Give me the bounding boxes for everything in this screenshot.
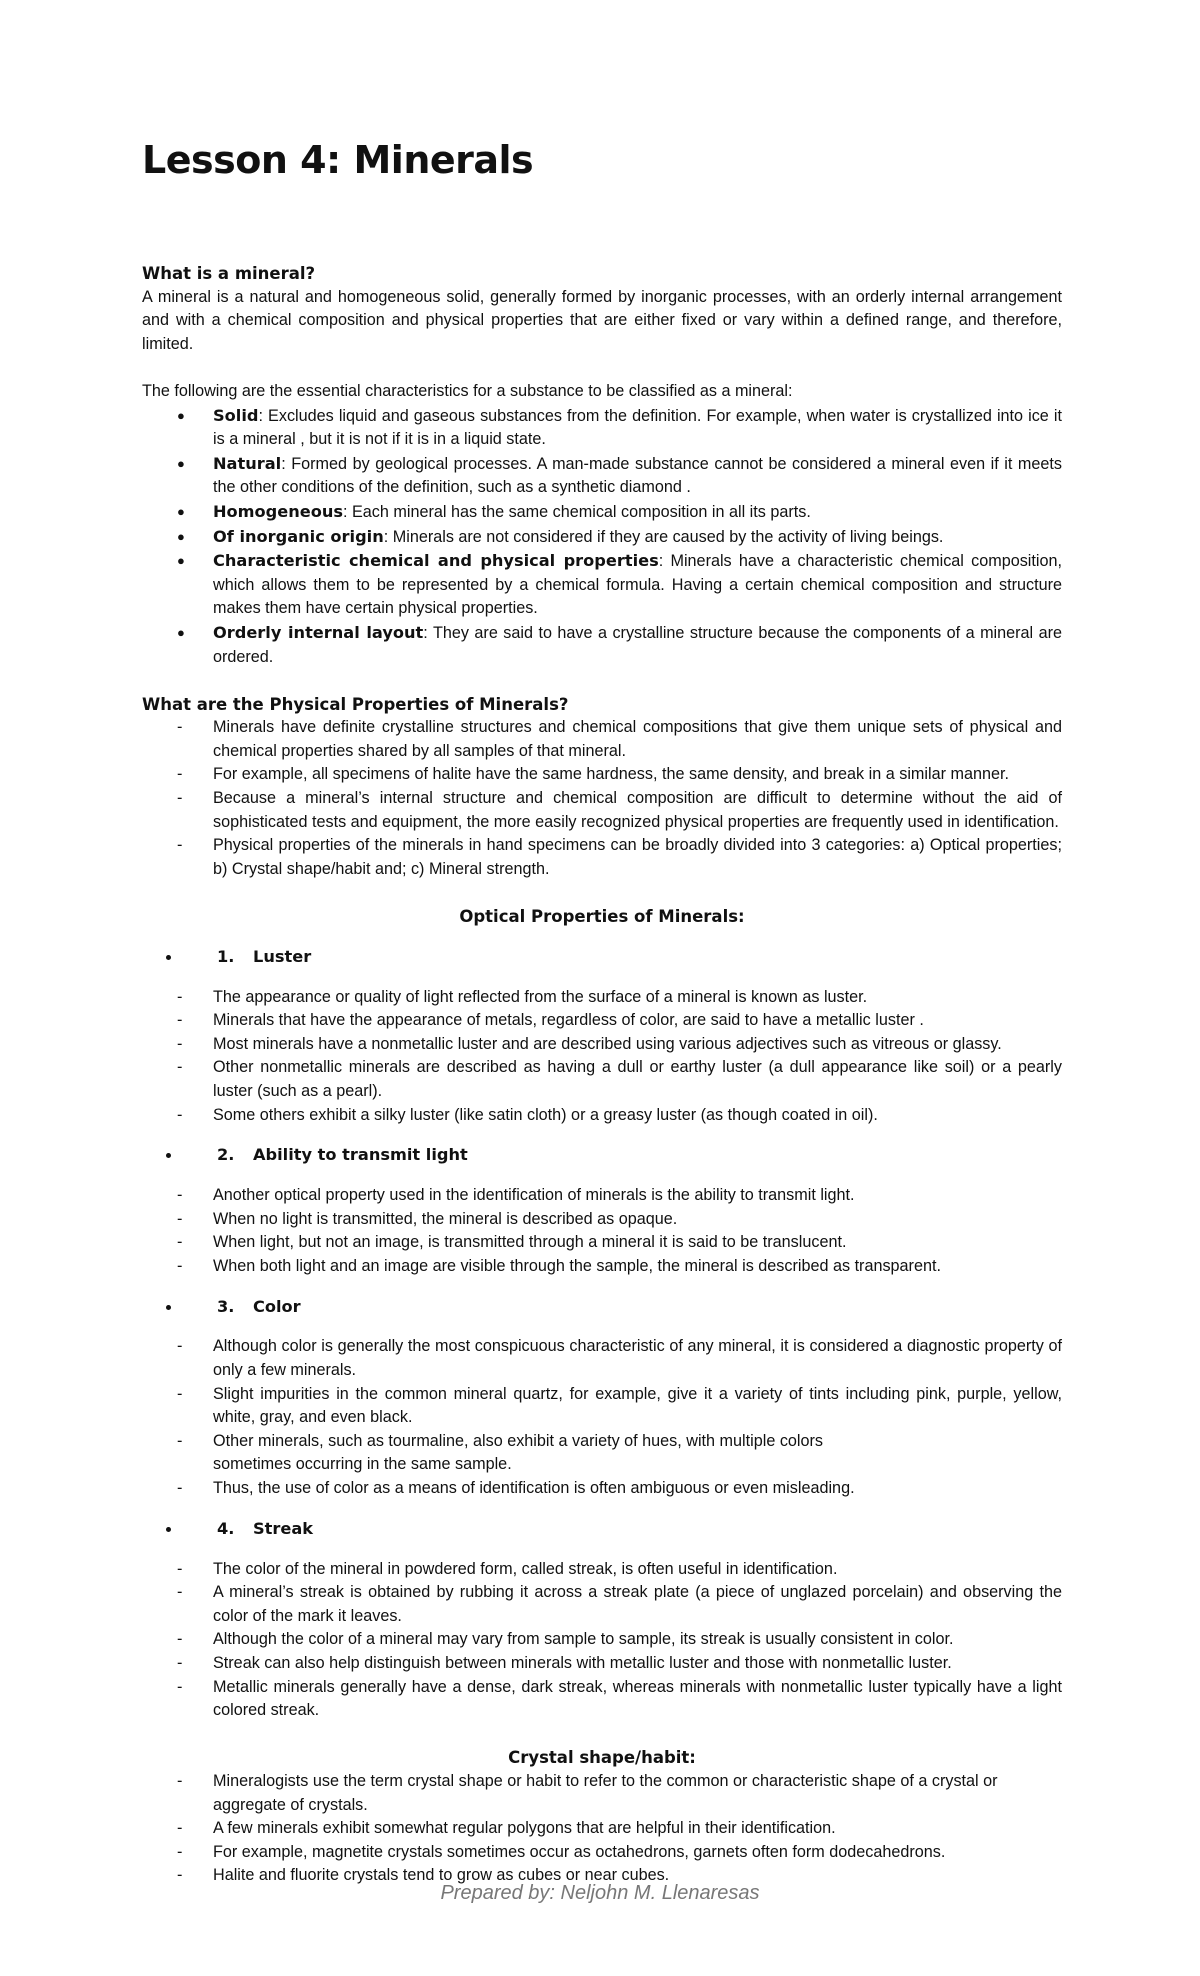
subsection-title: Streak (253, 1518, 314, 1538)
list-item (142, 1104, 1062, 1128)
section-heading-physical: What are the Physical Properties of Minerals? (142, 694, 569, 714)
list-item (142, 763, 1062, 787)
dash-marker: - (177, 836, 183, 855)
list-item-text: The color of the mineral in powdered form, called streak, is often useful in identification. (213, 1559, 838, 1578)
characteristic-term: Characteristic chemical and physical properties (213, 551, 659, 571)
list-item-text: A few minerals exhibit somewhat regular polygons that are helpful in their identification. (213, 1819, 836, 1838)
characteristic-text: : They are said to have a crystalline structure because the components of a mineral are ordered. (213, 623, 1063, 666)
characteristic-term: Homogeneous (213, 501, 344, 521)
subsection-title: Luster (253, 946, 312, 966)
dash-marker: - (177, 1431, 183, 1450)
crystal-list (142, 1770, 1062, 1888)
dash-marker: - (177, 765, 183, 784)
list-item (142, 986, 1062, 1010)
characteristic-text: : Formed by geological processes. A man-made substance cannot be considered a mineral even if it meets the other conditions of the definition, such as a synthetic diamond . (213, 454, 1062, 497)
page-title: Lesson 4: Minerals (142, 138, 534, 182)
number-marker: • 3. (217, 1296, 235, 1316)
list-item-text: Some others exhibit a silky luster (like satin cloth) or a greasy luster (as though coated in oil). (213, 1105, 878, 1124)
bullet-marker: ● (177, 407, 185, 423)
list-item (142, 1208, 1062, 1232)
number-marker: • 1. (217, 946, 235, 966)
dash-marker: - (177, 1630, 183, 1649)
list-item-text: Mineralogists use the term crystal shape or habit to refer to the common or characteristic shape of a crystal or aggregate of crystals. (213, 1771, 998, 1814)
numbered-heading (182, 1143, 1062, 1168)
characteristic-term: Solid (213, 405, 259, 425)
characteristic-text: : Minerals have a characteristic chemical composition, which allows them to be represented by a chemical formula. Having a certain chemical composition and structure makes them have certain physical properties. (213, 552, 1063, 618)
list-item (142, 1383, 1062, 1430)
list-item (142, 1477, 1062, 1501)
list-item (142, 1056, 1062, 1103)
dash-marker: - (177, 1256, 183, 1275)
dash-marker: - (177, 987, 183, 1006)
numbered-heading (182, 1517, 1062, 1542)
dash-marker: - (177, 1337, 183, 1356)
list-item-text: For example, all specimens of halite have the same hardness, the same density, and break in a similar manner. (213, 765, 1009, 784)
list-item (142, 787, 1062, 834)
list-item (142, 549, 1062, 621)
list-item (142, 1770, 1062, 1817)
list-item-text: Because a mineral’s internal structure and chemical composition are difficult to determine without the aid of sophisticated tests and equipment, the more easily recognized physical properties are frequently used in identification. (213, 789, 1062, 831)
list-item-text: Other nonmetallic minerals are described as having a dull or earthy luster (a dull appearance like soil) or a pearly luster (such as a pearl). (213, 1058, 1062, 1100)
list-item (142, 1652, 1062, 1676)
list-item (142, 1841, 1062, 1865)
list-item-text: When both light and an image are visible through the sample, the mineral is described as transparent. (213, 1256, 941, 1275)
list-item-text: Although color is generally the most conspicuous characteristic of any mineral, it is considered a diagnostic property of only a few minerals. (213, 1337, 1062, 1380)
characteristic-text: : Minerals are not considered if they are caused by the activity of living beings. (383, 527, 944, 546)
dash-marker: - (177, 1186, 183, 1205)
optical-group-transmit-light (142, 1143, 1062, 1168)
dash-marker: - (177, 1771, 183, 1790)
list-item-text: Most minerals have a nonmetallic luster and are described using various adjectives such as vitreous or glassy. (213, 1034, 1002, 1053)
document-body (142, 262, 1062, 1888)
list-item-text: Other minerals, such as tourmaline, also exhibit a variety of hues, with multiple colors sometimes occurring in the same sample. (213, 1431, 823, 1474)
list-item (142, 452, 1062, 500)
list-item (142, 1628, 1062, 1652)
list-item-text: A mineral’s streak is obtained by rubbing it across a streak plate (a piece of unglazed porcelain) and observing the color of the mark it leaves. (213, 1583, 1062, 1625)
bullet-marker: ● (177, 553, 185, 569)
optical-group-color (142, 1295, 1062, 1320)
bullet-marker: ● (177, 503, 185, 519)
color-list (142, 1335, 1062, 1500)
list-item-text: Thus, the use of color as a means of identification is often ambiguous or even misleading. (213, 1479, 855, 1498)
list-item-text: Physical properties of the minerals in hand specimens can be broadly divided into 3 categories: a) Optical properties; b) Crystal shape/habit and; c) Mineral strength. (213, 836, 1062, 878)
definition-paragraph: A mineral is a natural and homogeneous solid, generally formed by inorganic processes, with an orderly internal arrangement and with a chemical composition and physical properties that are either fixed or vary within a defined range, and therefore, limited. (142, 287, 1062, 353)
list-item (142, 1255, 1062, 1279)
physical-properties-list (142, 716, 1062, 881)
dash-marker: - (177, 789, 183, 808)
subsection-title: Color (253, 1296, 301, 1316)
dash-marker: - (177, 1479, 183, 1498)
characteristic-text: : Each mineral has the same chemical composition in all its parts. (343, 502, 811, 521)
list-item (142, 1817, 1062, 1841)
list-item-text: Halite and fluorite crystals tend to grow as cubes or near cubes. (213, 1866, 670, 1885)
characteristic-term: Of inorganic origin (213, 526, 384, 546)
dash-marker: - (177, 1011, 183, 1030)
list-item-text: The appearance or quality of light reflected from the surface of a mineral is known as luster. (213, 987, 868, 1006)
characteristic-term: Orderly internal layout (213, 622, 424, 642)
list-item-text: When no light is transmitted, the mineral is described as opaque. (213, 1209, 678, 1228)
list-item (142, 1184, 1062, 1208)
list-item-text: Slight impurities in the common mineral quartz, for example, give it a variety of tints including pink, purple, yellow, white, gray, and even black. (213, 1384, 1062, 1427)
dash-marker: - (177, 1384, 183, 1403)
optical-group-streak (142, 1517, 1062, 1542)
number-marker: • 4. (217, 1518, 235, 1538)
bullet-marker: ● (177, 528, 185, 544)
section-heading-what-is: What is a mineral? (142, 264, 316, 283)
list-item (142, 1335, 1062, 1382)
characteristic-term: Natural (213, 453, 282, 473)
dash-marker: - (177, 1233, 183, 1252)
characteristic-text: : Excludes liquid and gaseous substances from the definition. For example, when water is crystallized into ice it is a mineral , but it is not if it is in a liquid state. (213, 406, 1062, 449)
dash-marker: - (177, 1653, 183, 1672)
list-item (142, 1231, 1062, 1255)
bullet-marker: ● (177, 624, 185, 640)
list-item-text: Another optical property used in the identification of minerals is the ability to transmit light. (213, 1186, 855, 1205)
list-item-text: Minerals that have the appearance of metals, regardless of color, are said to have a metallic luster . (213, 1011, 924, 1030)
dash-marker: - (177, 1209, 183, 1228)
list-item (142, 404, 1062, 452)
luster-list (142, 986, 1062, 1128)
dash-marker: - (177, 1559, 183, 1578)
list-item-text: When light, but not an image, is transmitted through a mineral it is said to be translucent. (213, 1233, 847, 1252)
transmit-light-list (142, 1184, 1062, 1278)
characteristics-intro: The following are the essential characteristics for a substance to be classified as a mineral: (142, 381, 793, 400)
optical-group-luster (142, 945, 1062, 970)
list-item (142, 621, 1062, 669)
list-item (142, 834, 1062, 881)
list-item (142, 716, 1062, 763)
list-item (142, 1009, 1062, 1033)
dash-marker: - (177, 1034, 183, 1053)
footer-credit: Prepared by: Neljohn M. Llenaresas (440, 1882, 760, 1904)
list-item (142, 1558, 1062, 1582)
list-item (142, 500, 1062, 525)
list-item-text: Minerals have definite crystalline structures and chemical compositions that give them unique sets of physical and chemical properties shared by all samples of that mineral. (213, 718, 1062, 760)
list-item (142, 1033, 1062, 1057)
numbered-heading (182, 1295, 1062, 1320)
list-item-text: For example, magnetite crystals sometimes occur as octahedrons, garnets often form dodecahedrons. (213, 1842, 946, 1861)
dash-marker: - (177, 1058, 183, 1077)
list-item-text: Streak can also help distinguish between minerals with metallic luster and those with nonmetallic luster. (213, 1653, 952, 1672)
dash-marker: - (177, 1866, 183, 1885)
dash-marker: - (177, 1842, 183, 1861)
list-item (142, 1430, 1062, 1477)
list-item (142, 1676, 1062, 1723)
dash-marker: - (177, 1105, 183, 1124)
section-heading-optical: Optical Properties of Minerals: (459, 907, 745, 927)
list-item-text: Although the color of a mineral may vary from sample to sample, its streak is usually consistent in color. (213, 1630, 954, 1649)
list-item-text: Metallic minerals generally have a dense, dark streak, whereas minerals with nonmetallic luster typically have a light colored streak. (213, 1677, 1062, 1720)
numbered-heading (182, 945, 1062, 970)
dash-marker: - (177, 1819, 183, 1838)
dash-marker: - (177, 718, 183, 737)
dash-marker: - (177, 1677, 183, 1696)
list-item (142, 1581, 1062, 1628)
subsection-title: Ability to transmit light (253, 1145, 468, 1165)
number-marker: • 2. (217, 1145, 235, 1165)
list-item (142, 525, 1062, 550)
bullet-marker: ● (177, 455, 185, 471)
characteristics-list (142, 404, 1062, 670)
section-heading-crystal: Crystal shape/habit: (508, 1748, 696, 1768)
streak-list (142, 1558, 1062, 1723)
dash-marker: - (177, 1583, 183, 1602)
